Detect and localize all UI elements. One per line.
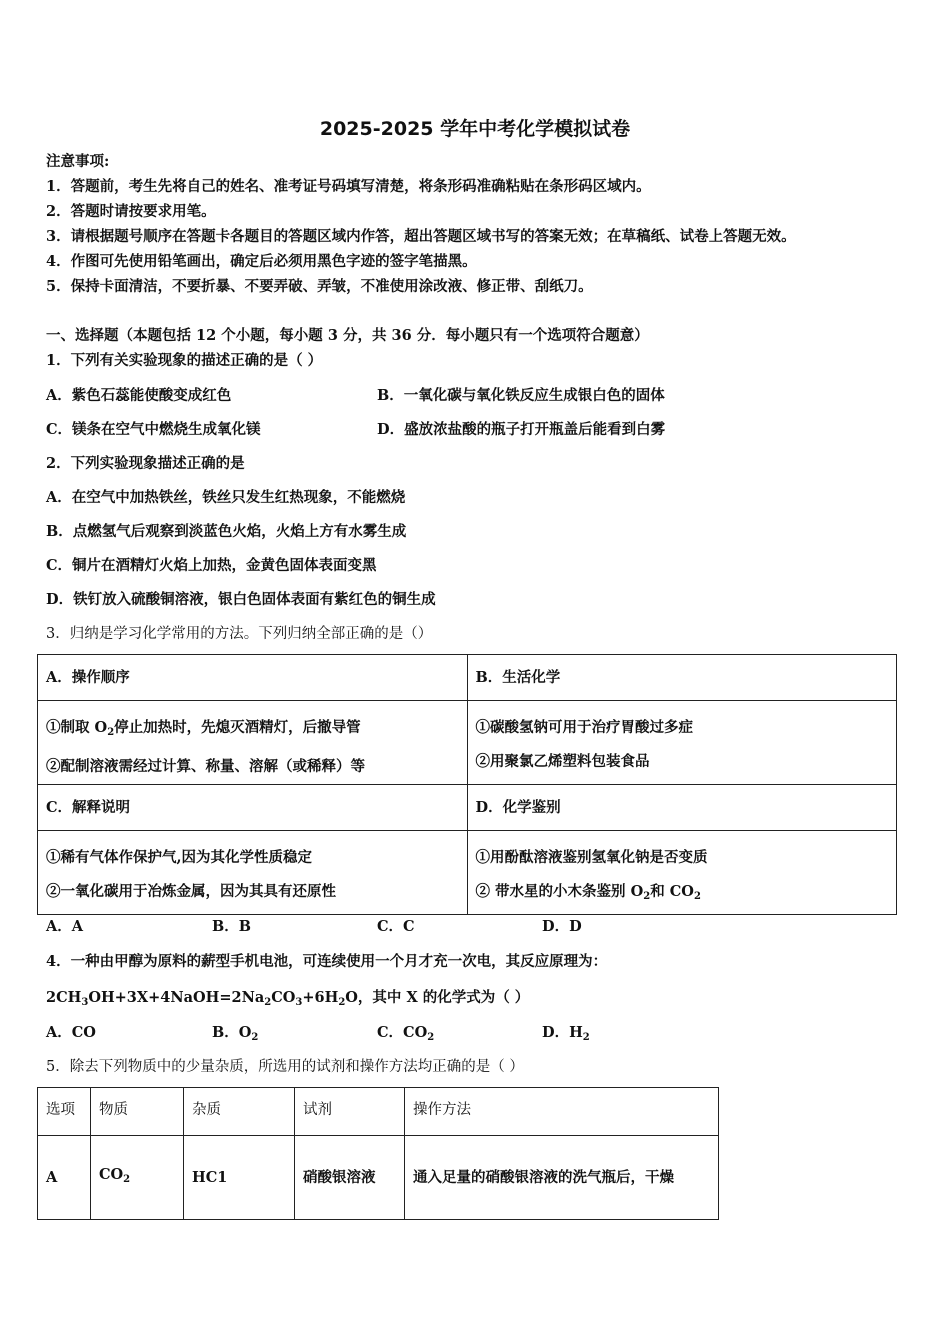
- q4-option-c: C．$CO_2$: [377, 1024, 435, 1043]
- q5-table: [37, 1087, 719, 1220]
- q3-option-d: D．D: [542, 918, 582, 935]
- q3-cell-b-body: [467, 701, 897, 785]
- q2-option-c: C．铜片在酒精灯火焰上加热，金黄色固体表面变黑: [46, 557, 377, 574]
- q5-header-method: 操作方法: [405, 1088, 719, 1136]
- q3-b-item-1: ①碳酸氢钠可用于治疗胃酸过多症: [475, 719, 693, 736]
- q1-stem: 1．下列有关实验现象的描述正确的是（ ）: [46, 352, 323, 369]
- q3-cell-c-body: [38, 831, 468, 915]
- notice-item: 5．保持卡面清洁，不要折暴、不要弄破、弄皱，不准使用涂改液、修正带、刮纸刀。: [46, 278, 593, 295]
- q5-cell-substance: $CO_2$: [91, 1136, 184, 1220]
- notice-item: 4．作图可先使用铅笔画出，确定后必须用黑色字迹的签字笔描黑。: [46, 253, 477, 270]
- q3-table: [37, 654, 897, 915]
- q3-b-item-2: ②用聚氯乙烯塑料包装食品: [475, 753, 650, 770]
- notice-heading: 注意事项:: [46, 153, 110, 170]
- q4-option-a: A．CO: [46, 1024, 96, 1041]
- q1-option-d: D．盛放浓盐酸的瓶子打开瓶盖后能看到白雾: [377, 421, 666, 438]
- q4-option-d: D．$H_2$: [542, 1024, 590, 1043]
- q2-option-d: D．铁钉放入硫酸铜溶液，银白色固体表面有紫红色的铜生成: [46, 591, 436, 608]
- q1-option-c: C．镁条在空气中燃烧生成氧化镁: [46, 421, 261, 438]
- q3-cell-c-head: C．解释说明: [38, 785, 468, 831]
- page-title: 2025-2025 学年中考化学模拟试卷: [319, 118, 631, 140]
- section-heading: 一、选择题（本题包括 12 个小题，每小题 3 分，共 36 分．每小题只有一个选项符合题意）: [46, 327, 649, 344]
- q3-cell-a-head: A．操作顺序: [38, 655, 468, 701]
- q3-c-item-1: ①稀有气体作保护气,因为其化学性质稳定: [46, 849, 313, 866]
- q3-cell-d-head: D．化学鉴别: [467, 785, 897, 831]
- q3-option-c: C．C: [377, 918, 415, 935]
- q1-option-a: A．紫色石蕊能使酸变成红色: [46, 387, 232, 404]
- notice-item: 1．答题前，考生先将自己的姓名、准考证号码填写清楚，将条形码准确粘贴在条形码区域内。: [46, 178, 651, 195]
- q3-d-item-1: ①用酚酞溶液鉴别氢氧化钠是否变质: [475, 849, 708, 866]
- q3-d-item-2: ② 带水星的小木条鉴别 $O_2$和 $CO_2$: [475, 883, 701, 902]
- q5-header-option: 选项: [38, 1088, 91, 1136]
- q5-header-impurity: 杂质: [184, 1088, 295, 1136]
- notice-item: 3．请根据题号顺序在答题卡各题目的答题区域内作答，超出答题区域书写的答案无效；在草稿纸、试卷上答题无效。: [46, 228, 796, 245]
- q4-option-b: B．$O_2$: [212, 1024, 259, 1043]
- q3-c-item-2: ②一氧化碳用于冶炼金属，因为其具有还原性: [46, 883, 336, 900]
- q4-stem: 4．一种由甲醇为原料的薪型手机电池，可连续使用一个月才充一次电，其反应原理为：: [46, 953, 608, 970]
- q5-stem: 5．除去下列物质中的少量杂质，所选用的试剂和操作方法均正确的是（ ）: [46, 1059, 524, 1075]
- q5-header-reagent: 试剂: [295, 1088, 405, 1136]
- q2-option-b: B．点燃氢气后观察到淡蓝色火焰，火焰上方有水雾生成: [46, 523, 407, 540]
- q3-a-item-1: ①制取 $O_2$停止加热时，先熄灭酒精灯，后撤导管: [46, 719, 361, 738]
- notice-item: 2．答题时请按要求用笔。: [46, 203, 216, 220]
- q2-stem: 2．下列实验现象描述正确的是: [46, 455, 245, 472]
- q3-a-item-2: ②配制溶液需经过计算、称量、溶解（或稀释）等: [46, 758, 365, 775]
- q3-cell-d-body: [467, 831, 897, 915]
- q3-cell-a-body: [38, 701, 468, 785]
- q3-option-b: B．B: [212, 918, 252, 935]
- q5-cell-method: 通入足量的硝酸银溶液的洗气瓶后，干燥: [405, 1136, 719, 1220]
- q1-option-b: B．一氧化碳与氧化铁反应生成银白色的固体: [377, 387, 665, 404]
- q5-cell-option: A: [38, 1136, 91, 1220]
- q5-cell-impurity: HC1: [184, 1136, 295, 1220]
- q2-option-a: A．在空气中加热铁丝，铁丝只发生红热现象，不能燃烧: [46, 489, 406, 506]
- q3-option-a: A．A: [46, 918, 84, 935]
- q5-header-substance: 物质: [91, 1088, 184, 1136]
- q3-stem: 3．归纳是学习化学常用的方法。下列归纳全部正确的是（）: [46, 626, 433, 642]
- q5-cell-reagent: 硝酸银溶液: [295, 1136, 405, 1220]
- q3-cell-b-head: B．生活化学: [467, 655, 897, 701]
- q4-equation: $2CH_3OH+3X+4NaOH=2Na_2CO_3+6H_2O$，其中 X 的化学式为（ ）: [46, 989, 530, 1008]
